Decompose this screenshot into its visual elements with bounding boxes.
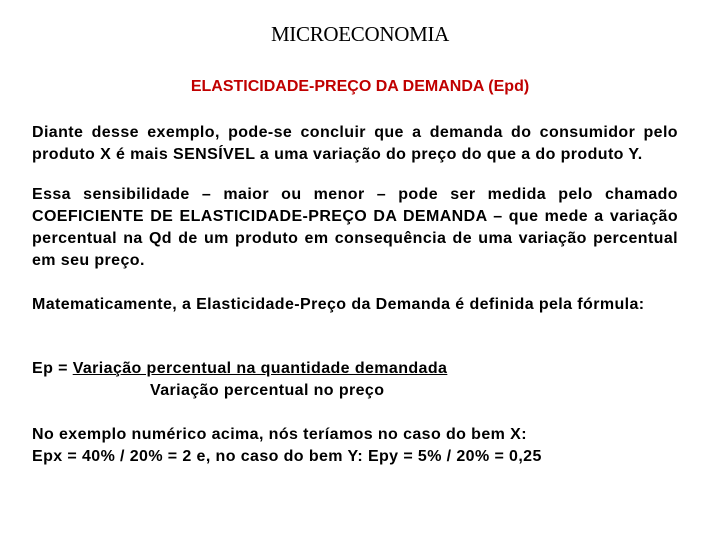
paragraph-formula-intro (32, 294, 678, 316)
formula-numerator: Variação percentual na quantidade demandada (72, 360, 448, 377)
numeric-example-line-2: Epx = 40% / 20% = 2 e, no caso do bem Y: Epy = 5% / 20% = 0,25 (32, 448, 542, 465)
formula-denominator: Variação percentual no preço (150, 382, 385, 399)
paragraph-sensitivity-text: Essa sensibilidade – maior ou menor – pode ser medida pelo chamado COEFICIENTE DE ELASTICIDADE-PREÇO DA DEMANDA – que mede a variação percentual na Qd de um produto em consequência de uma variação percentual em seu preço. (32, 186, 678, 269)
paragraph-sensitivity (32, 184, 678, 272)
paragraph-numeric-example (32, 424, 678, 468)
elasticity-formula (32, 358, 678, 402)
paragraph-conclusion (32, 122, 678, 166)
paragraph-conclusion-text: Diante desse exemplo, pode-se concluir que a demanda do consumidor pelo produto X é mais SENSÍVEL a uma variação do preço do que a do produto Y. (32, 124, 678, 163)
slide-title: MICROECONOMIA (270, 22, 450, 46)
formula-top-line (32, 358, 678, 380)
paragraph-formula-intro-text: Matematicamente, a Elasticidade-Preço da Demanda é definida pela fórmula: (32, 296, 645, 313)
numeric-example-line-1: No exemplo numérico acima, nós teríamos no caso do bem X: (32, 426, 527, 443)
formula-lhs: Ep = (32, 360, 73, 377)
section-subtitle: ELASTICIDADE-PREÇO DA DEMANDA (Epd) (190, 78, 530, 95)
